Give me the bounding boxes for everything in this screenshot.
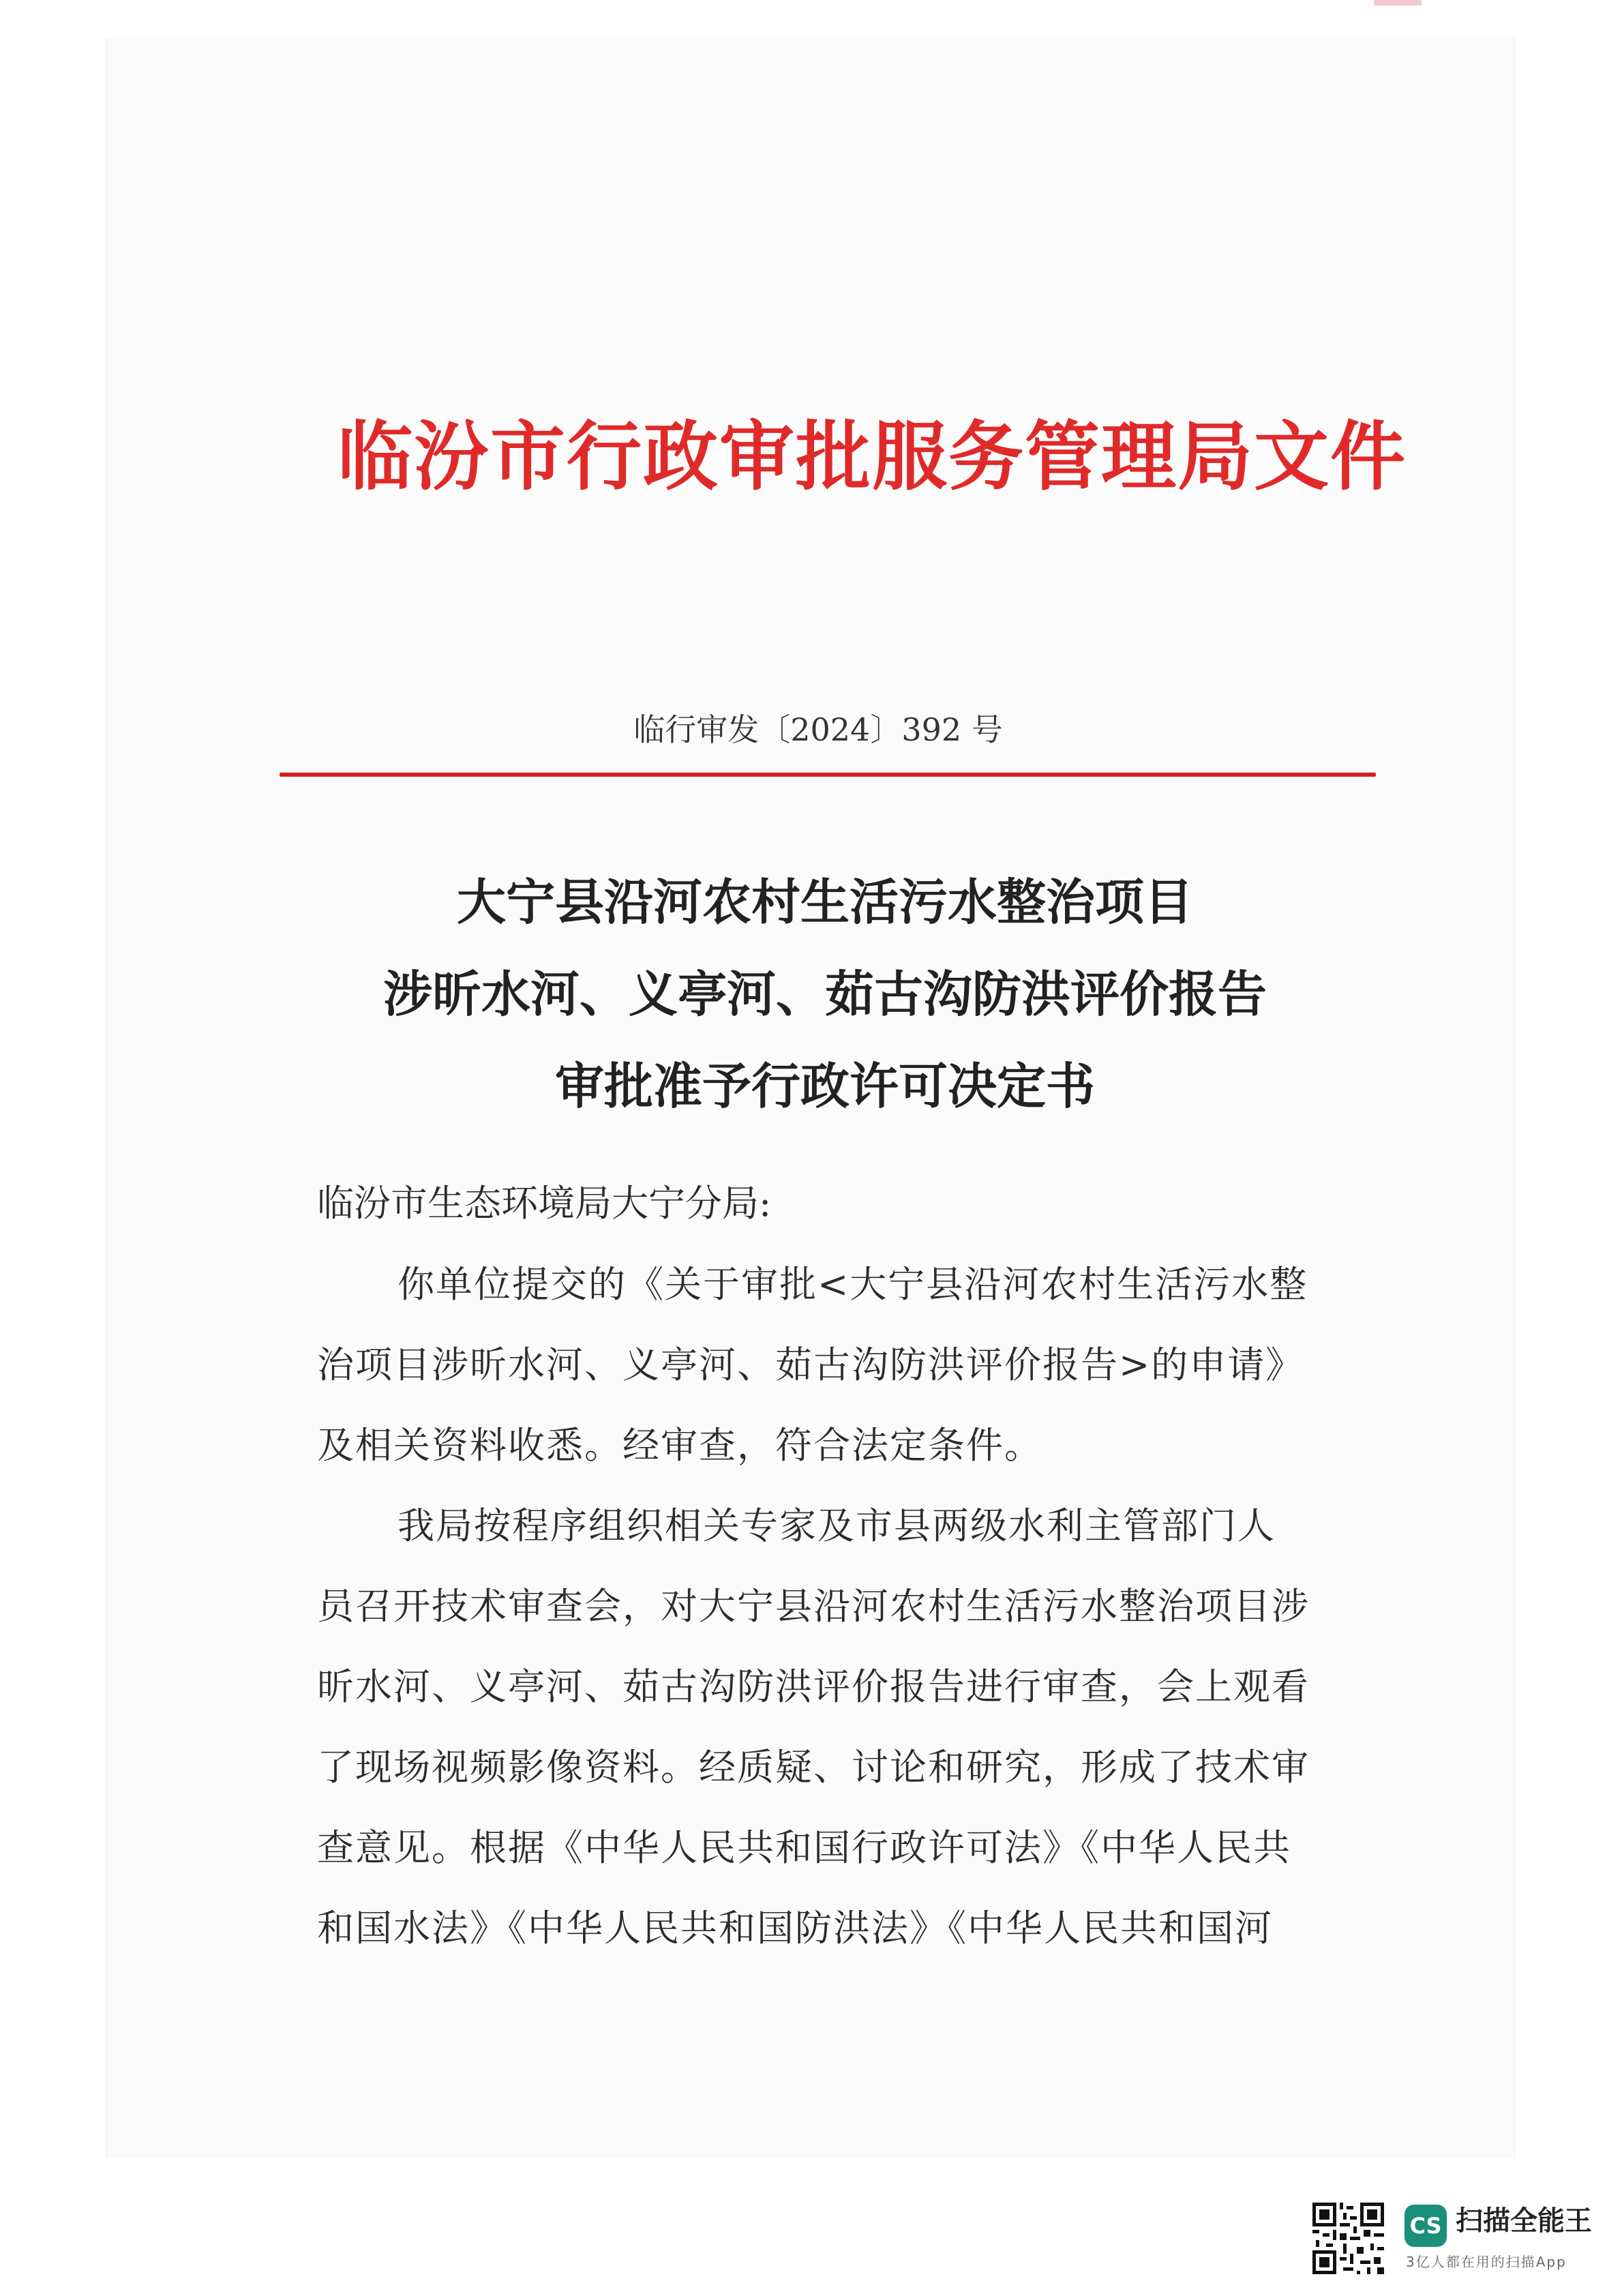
body-line: 了现场视频影像资料。经质疑、讨论和研究，形成了技术审 (317, 1746, 1310, 1789)
body-line: 你单位提交的《关于审批<大宁县沿河农村生活污水整 (397, 1263, 1308, 1306)
body-line: 查意见。根据《中华人民共和国行政许可法》《中华人民共 (317, 1826, 1291, 1869)
document-title-line: 涉昕水河、义亭河、茹古沟防洪评价报告 (382, 965, 1267, 1023)
scanner-app-name: 扫描全能王 (1456, 2205, 1592, 2237)
document-number: 临行审发〔2024〕392 号 (633, 711, 1003, 748)
body-line: 及相关资料收悉。经审查，符合法定条件。 (317, 1424, 1042, 1467)
scanner-watermark (1309, 2199, 1595, 2281)
red-separator-line (280, 773, 1376, 777)
issuing-agency-header: 临汾市行政审批服务管理局文件 (337, 413, 1407, 501)
body-line: 昕水河、义亭河、茹古沟防洪评价报告进行审查，会上观看 (317, 1665, 1310, 1708)
red-corner-mark (1374, 0, 1422, 5)
body-line: 和国水法》《中华人民共和国防洪法》《中华人民共和国河 (317, 1907, 1273, 1950)
body-line: 治项目涉昕水河、义亭河、茹古沟防洪评价报告>的申请》 (317, 1343, 1304, 1386)
document-title-line: 审批准予行政许可决定书 (554, 1057, 1095, 1115)
body-line: 我局按程序组织相关专家及市县两级水利主管部门人 (397, 1504, 1276, 1547)
body-line: 员召开技术审查会，对大宁县沿河农村生活污水整治项目涉 (317, 1585, 1310, 1628)
camscanner-logo-icon: CS (1405, 2205, 1447, 2247)
document-body (317, 1244, 1333, 1969)
document-title-line: 大宁县沿河农村生活污水整治项目 (456, 873, 1193, 931)
document-title (286, 856, 1364, 1132)
salutation: 临汾市生态环境局大宁分局: (317, 1182, 772, 1225)
scanner-tagline: 3亿人都在用的扫描App (1406, 2254, 1567, 2270)
qr-code-icon (1309, 2199, 1387, 2278)
